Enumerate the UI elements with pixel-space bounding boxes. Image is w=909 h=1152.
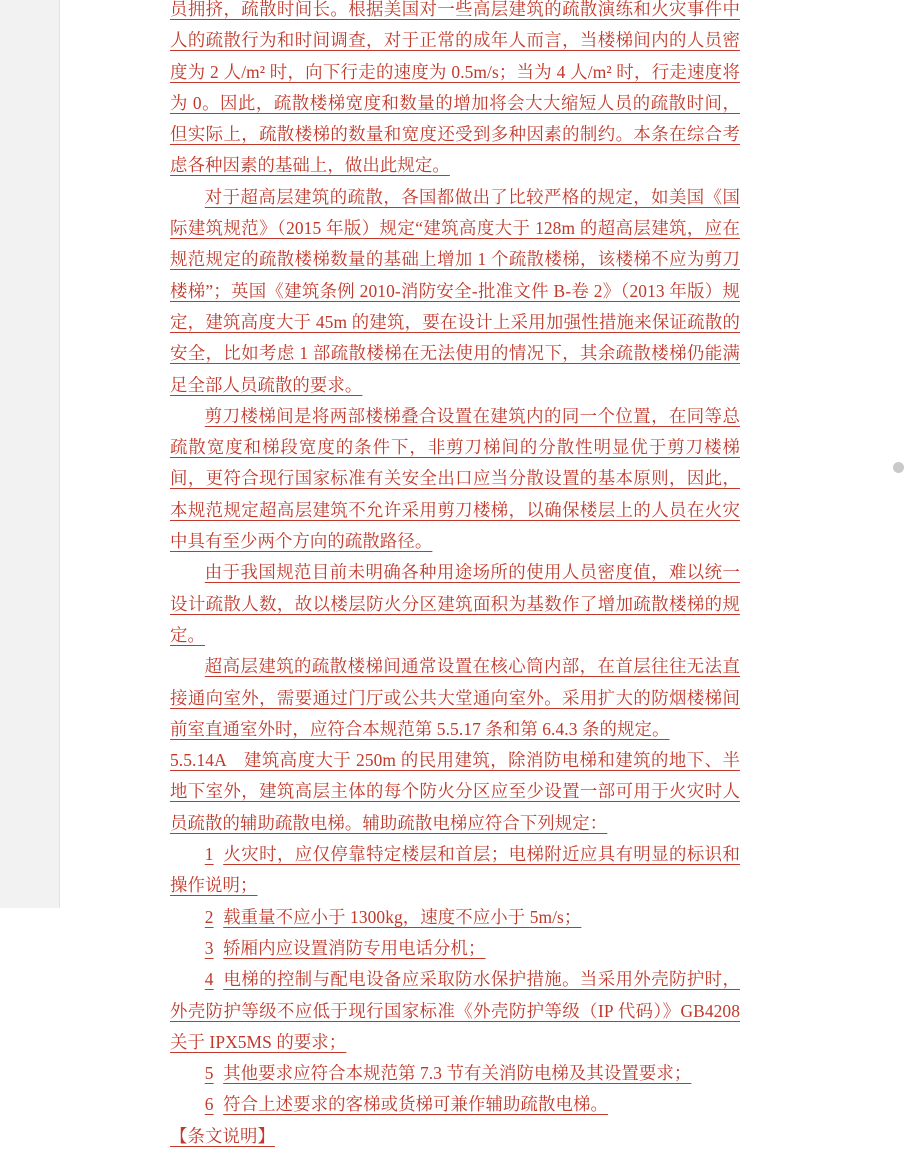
list-item-1-number: 1 xyxy=(204,844,214,865)
list-item-4-text: 电梯的控制与配电设备应采取防水保护措施。当采用外壳防护时，外壳防护等级不应低于现行国家标准《外壳防护等级（IP 代码）》GB4208 关于 IPX5MS 的要求； xyxy=(170,969,740,1052)
list-item-6 xyxy=(170,1089,740,1120)
list-item-6-text: 符合上述要求的客梯或货梯可兼作辅助疏散电梯。 xyxy=(223,1094,608,1115)
paragraph-density-basis-text: 由于我国规范目前未明确各种用途场所的使用人员密度值，难以统一设计疏散人数，故以楼层防火分区建筑面积为基数作了增加疏散楼梯的规定。 xyxy=(170,562,740,645)
right-gutter xyxy=(885,0,909,908)
list-item-3 xyxy=(170,933,740,964)
paragraph-density-basis xyxy=(170,557,740,651)
list-item-5-number: 5 xyxy=(204,1063,214,1084)
list-item-5-text: 其他要求应符合本规范第 7.3 节有关消防电梯及其设置要求； xyxy=(223,1063,692,1084)
left-gutter xyxy=(0,0,60,908)
document-page xyxy=(60,0,885,1146)
list-item-5 xyxy=(170,1058,740,1089)
list-item-1 xyxy=(170,839,740,902)
vertical-scrollbar-thumb[interactable] xyxy=(893,462,904,473)
paragraph-core-tube xyxy=(170,651,740,745)
section-heading-explanation-text: 【条文说明】 xyxy=(170,1125,275,1146)
list-item-2-text: 载重量不应小于 1300kg，速度不应小于 5m/s； xyxy=(223,906,582,927)
paragraph-continued xyxy=(170,0,740,182)
paragraph-continued-text: 员拥挤，疏散时间长。根据美国对一些高层建筑的疏散演练和火灾事件中人的疏散行为和时间调查，对于正常的成年人而言，当楼梯间内的人员密度为 2 人/m² 时，向下行走的速度为 0.5m/s；当为 4 人/m² 时，行走速度将为 0。因此，疏散楼梯宽度和数量的增加将会大大缩短人员的疏散时间，但实际上，疏散楼梯的数量和宽度还受到多种因素的制约。本条在综合考虑各种因素的基础上，做出此规定。 xyxy=(170,0,740,176)
list-item-1-text: 火灾时，应仅停靠特定楼层和首层；电梯附近应具有明显的标识和操作说明； xyxy=(170,844,740,896)
paragraph-scissor-stairs-text: 剪刀楼梯间是将两部楼梯叠合设置在建筑内的同一个位置，在同等总疏散宽度和梯段宽度的条件下，非剪刀梯间的分散性明显优于剪刀楼梯间，更符合现行国家标准有关安全出口应当分散设置的基本原则，因此，本规范规定超高层建筑不允许采用剪刀楼梯，以确保楼层上的人员在火灾中具有至少两个方向的疏散路径。 xyxy=(170,405,740,552)
list-item-4 xyxy=(170,964,740,1058)
list-item-3-number: 3 xyxy=(204,937,214,958)
paragraph-international-codes-text: 对于超高层建筑的疏散，各国都做出了比较严格的规定，如美国《国际建筑规范》（2015 年版）规定“建筑高度大于 128m 的超高层建筑，应在规范规定的疏散楼梯数量的基础上增加 1 个疏散楼梯，该楼梯不应为剪刀楼梯”；英国《建筑条例 2010-消防安全-批准文件 B-卷 2》（2013 年版）规定，建筑高度大于 45m 的建筑，要在设计上采用加强性措施来保证疏散的安全，比如考虑 1 部疏散楼梯在无法使用的情况下，其余疏散楼梯仍能满足全部人员疏散的要求。 xyxy=(170,186,740,395)
paragraph-core-tube-text: 超高层建筑的疏散楼梯间通常设置在核心筒内部，在首层往往无法直接通向室外，需要通过门厅或公共大堂通向室外。采用扩大的防烟楼梯间前室直通室外时，应符合本规范第 5.5.17 条和第 6.4.3 条的规定。 xyxy=(170,656,740,739)
list-item-2 xyxy=(170,902,740,933)
list-item-4-number: 4 xyxy=(204,969,214,990)
document-body xyxy=(170,0,740,1152)
list-item-2-number: 2 xyxy=(204,906,214,927)
paragraph-scissor-stairs xyxy=(170,401,740,557)
paragraph-international-codes xyxy=(170,182,740,401)
list-item-3-text: 轿厢内应设置消防专用电话分机； xyxy=(223,937,486,958)
list-item-6-number: 6 xyxy=(204,1094,214,1115)
clause-5-5-14A-text: 5.5.14A 建筑高度大于 250m 的民用建筑，除消防电梯和建筑的地下、半地下室外，建筑高层主体的每个防火分区应至少设置一部可用于火灾时人员疏散的辅助疏散电梯。辅助疏散电梯应符合下列规定： xyxy=(170,750,740,833)
clause-5-5-14A xyxy=(170,745,740,839)
section-heading-explanation xyxy=(170,1121,740,1152)
